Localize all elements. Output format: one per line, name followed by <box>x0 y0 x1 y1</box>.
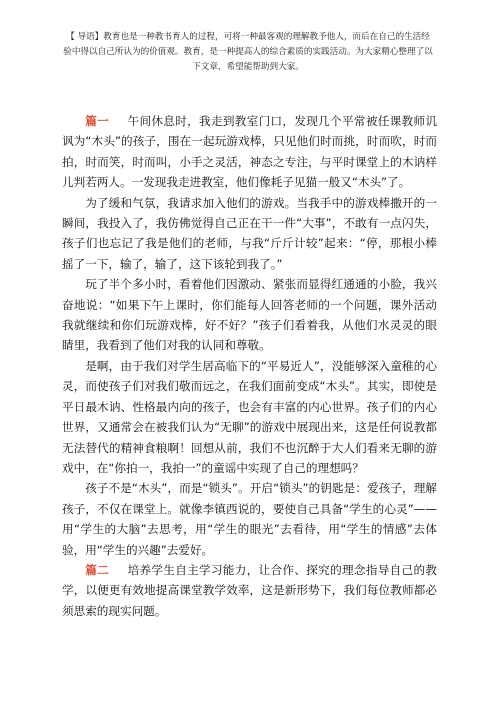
section-1-label: 篇一 <box>85 114 110 128</box>
article-body <box>62 111 437 621</box>
intro-text: 【 导语】教育也是一种教书育人的过程，可将一种最客观的理解教予他人，而后在自己的生活经验中得以自己所认为的价值观。教育，是一种提高人的综合素质的实践活动。为大家精心整理了以下文章，希望能帮助到大家。 <box>63 32 433 72</box>
section-1-paragraph-5: 孩子不是“木头”，而是“锁头”。开启“锁头”的钥匙是：爱孩子，理解孩子，不仅在课堂上。就像李镇西说的，要使自己具备“学生的心灵”——用“学生的大脑”去思考，用“学生的眼光”去看待，用“学生的情感”去体验，用“学生的兴趣”去爱好。 <box>62 481 437 557</box>
section-1-paragraph-3: 玩了半个多小时，看着他们因激动、紧张而显得红通通的小脸，我兴奋地说：“如果下午上课时，你们能每人回答老师的一个问题，课外活动我就继续和你们玩游戏棒，好不好？”孩子们看着我，从他们水灵灵的眼睛里，我看到了他们对我的认同和尊敬。 <box>62 277 437 353</box>
section-2-paragraph-1: 培养学生自主学习能力，让合作、探究的理念指导自己的教学，以便更有效地提高课堂教学效率，这是新形势下，我们每位教师都必须思索的现实问题。 <box>62 562 437 618</box>
section-2-first-paragraph <box>62 560 437 621</box>
section-1-first-paragraph <box>62 111 437 193</box>
section-2-label: 篇二 <box>85 562 110 577</box>
section-1-paragraph-2: 为了缓和气氛，我请求加入他们的游戏。当我手中的游戏棒撒开的一瞬间，我投入了，我仿佛觉得自己正在干一件“大事”，不敢有一点闪失，孩子们也忘记了我是他们的老师，与我“斤斤计较”起来：“停，那根小棒摇了一下，输了，输了，这下该轮到我了。” <box>62 195 437 271</box>
section-1-paragraph-1: 午间休息时，我走到教室门口，发现几个平常被任课教师讥讽为“木头”的孩子，围在一起玩游戏棒，只见他们时而挑，时而吹，时而拍，时而笑，时而叫，小手之灵活，神态之专注，与平时课堂上的木讷样儿判若两人。一发现我走进教室，他们像耗子见猫一般又“木头”了。 <box>62 114 437 190</box>
section-1-paragraph-4: 是啊，由于我们对学生居高临下的“平易近人”，没能够深入童稚的心灵，而使孩子们对我们敬而远之，在我们面前变成“木头”。其实，即使是平日最木讷、性格最内向的孩子，也会有丰富的内心世界。孩子们的内心世界，又通常会在被我们认为“无聊”的游戏中展现出来，这是任何说教都无法替代的精神食粮啊！回想从前，我们不也沉醉于大人们看来无聊的游戏中，在“你拍一，我拍一”的童谣中实现了自己的理想吗？ <box>62 358 437 475</box>
